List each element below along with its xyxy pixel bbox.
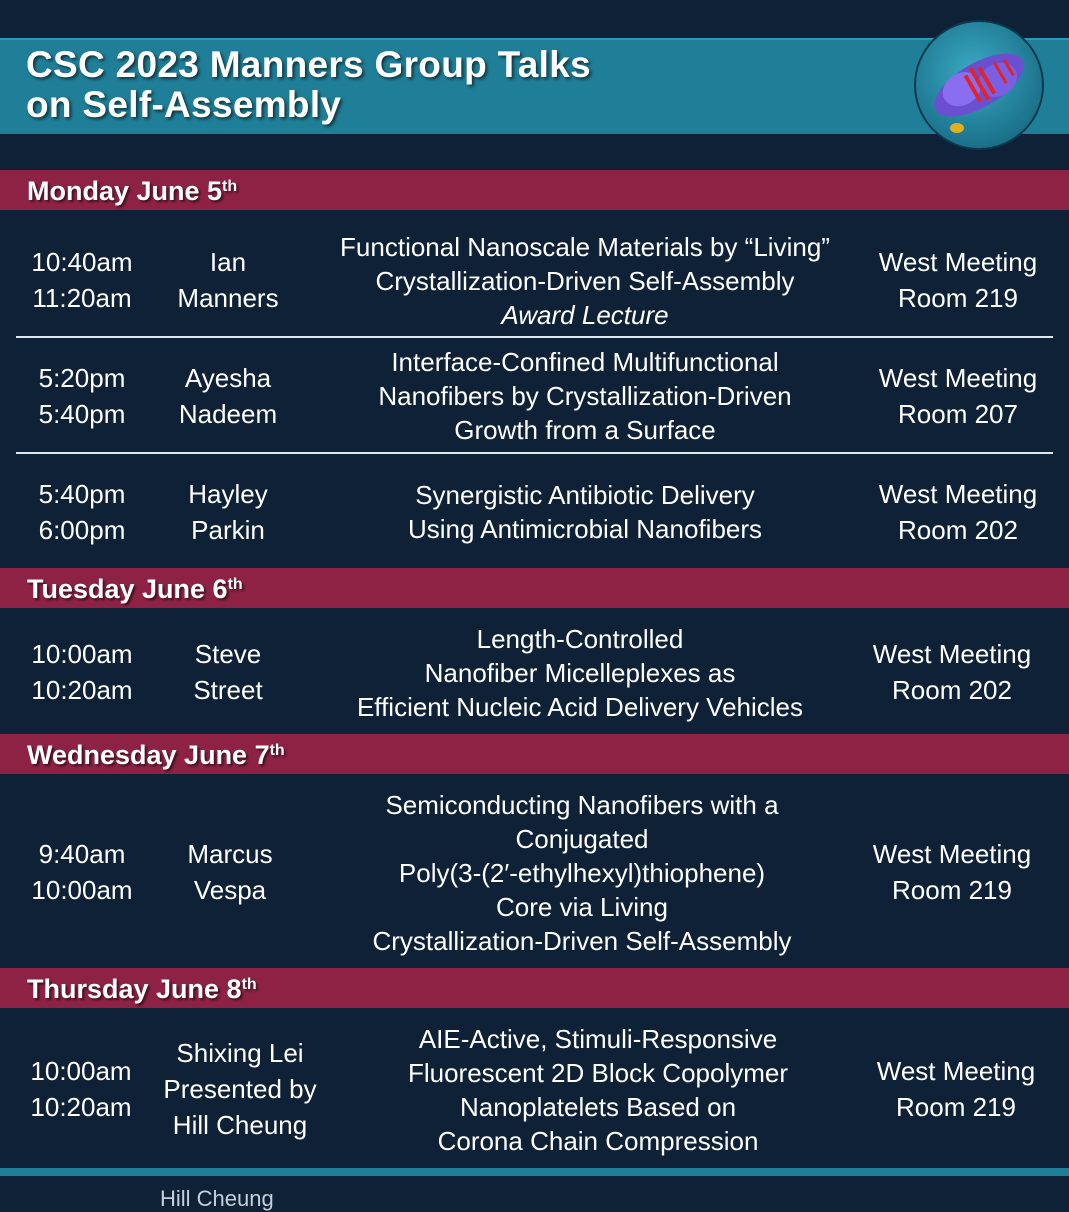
title-line: Core via Living: [496, 892, 668, 922]
end-time: 11:20am: [32, 283, 132, 313]
start-time: 10:40am: [31, 247, 133, 277]
title-line: Nanoplatelets Based on: [459, 1092, 737, 1122]
talk-title: [300, 230, 870, 332]
room-line: West Meeting: [878, 479, 1038, 509]
day-header-tuesday: [0, 568, 1069, 608]
end-time: 5:40pm: [38, 399, 126, 429]
title-line: Nanofibers by Crystallization-Driven: [378, 381, 792, 411]
row-divider: [16, 452, 1053, 454]
talk-room: [854, 636, 1050, 708]
title-line: Interface-Confined Multifunctional: [391, 347, 779, 377]
start-time: 9:40am: [38, 839, 126, 869]
room-line: West Meeting: [872, 839, 1032, 869]
room-line: West Meeting: [878, 247, 1038, 277]
day-label: Thursday June 8th: [27, 974, 257, 1004]
title-line-2: on Self-Assembly: [26, 84, 342, 125]
title-line: Efficient Nucleic Acid Delivery Vehicles: [356, 692, 804, 722]
talk-room: [854, 836, 1050, 908]
speaker-line: Street: [193, 675, 263, 705]
room-line: Room 207: [898, 399, 1018, 429]
title-line: Functional Nanoscale Materials by “Living”: [340, 232, 830, 262]
end-time: 6:00pm: [38, 515, 126, 545]
speaker-line: Shixing Lei: [176, 1038, 304, 1068]
talk-time: [16, 476, 148, 548]
speaker-line: Ian: [209, 247, 247, 277]
talk-time: [16, 636, 148, 708]
talk-title: [300, 622, 860, 724]
title-line: AIE-Active, Stimuli-Responsive: [418, 1024, 778, 1054]
speaker-line: Manners: [177, 283, 279, 313]
title-line: Synergistic Antibiotic Delivery: [415, 480, 755, 510]
talk-title: [302, 788, 862, 958]
speaker-line: Marcus: [187, 839, 273, 869]
day-header-monday: [0, 170, 1069, 210]
day-label: Wednesday June 7th: [27, 740, 285, 770]
title-line-1: CSC 2023 Manners Group Talks: [26, 44, 591, 85]
title-line: Length-Controlled: [476, 624, 684, 654]
start-time: 10:00am: [31, 639, 133, 669]
talk-room: [860, 476, 1056, 548]
talk-speaker: [148, 636, 308, 708]
speaker-line: Steve: [194, 639, 262, 669]
end-time: 10:20am: [30, 1092, 132, 1122]
speaker-line: Vespa: [193, 875, 267, 905]
talk-time: [14, 1053, 148, 1125]
room-line: West Meeting: [876, 1056, 1036, 1086]
day-label: Tuesday June 6th: [27, 574, 243, 604]
speaker-line: Nadeem: [178, 399, 278, 429]
speaker-line: Presented by: [163, 1074, 317, 1104]
talk-title: [300, 478, 870, 546]
start-time: 5:20pm: [38, 363, 126, 393]
room-line: West Meeting: [872, 639, 1032, 669]
page-title: [26, 45, 591, 125]
talk-room: [860, 360, 1056, 432]
end-time: 10:00am: [31, 875, 133, 905]
title-line: Using Antimicrobial Nanofibers: [407, 514, 763, 544]
talk-time: [16, 360, 148, 432]
talk-speaker: [148, 476, 308, 548]
talk-speaker: [150, 836, 310, 908]
speaker-line: Ayesha: [184, 363, 272, 393]
row-divider: [16, 336, 1053, 338]
talk-time: [16, 244, 148, 316]
room-line: Room 219: [898, 283, 1018, 313]
start-time: 10:00am: [30, 1056, 132, 1086]
title-line: Crystallization-Driven Self-Assembly: [372, 926, 792, 956]
talk-room: [860, 244, 1056, 316]
title-line: Fluorescent 2D Block Copolymer: [407, 1058, 789, 1088]
title-line: Semiconducting Nanofibers with a: [385, 790, 779, 820]
footer-band: [0, 1168, 1069, 1176]
title-line: Corona Chain Compression: [437, 1126, 759, 1156]
talk-speaker: [148, 360, 308, 432]
day-header-wednesday: [0, 734, 1069, 774]
start-time: 5:40pm: [38, 479, 126, 509]
title-line: Nanofiber Micelleplexes as: [424, 658, 736, 688]
speaker-line: Hayley: [188, 479, 268, 509]
room-line: Room 202: [898, 515, 1018, 545]
cutoff-text: Hill Cheung: [160, 1186, 274, 1211]
talk-speaker: [148, 1035, 332, 1143]
talk-title: [300, 345, 870, 447]
talk-time: [16, 836, 148, 908]
speaker-line: Hill Cheung: [172, 1110, 308, 1140]
day-label: Monday June 5th: [27, 176, 238, 206]
micelle-icon: [912, 18, 1046, 152]
talk-title: [318, 1022, 878, 1158]
room-line: West Meeting: [878, 363, 1038, 393]
speaker-line: Parkin: [191, 515, 265, 545]
title-line: Growth from a Surface: [454, 415, 716, 445]
title-line: Conjugated: [515, 824, 649, 854]
talk-note: Award Lecture: [501, 300, 669, 330]
title-line: Crystallization-Driven Self-Assembly: [375, 266, 795, 296]
room-line: Room 219: [892, 875, 1012, 905]
day-header-thursday: [0, 968, 1069, 1008]
end-time: 10:20am: [31, 675, 133, 705]
room-line: Room 202: [892, 675, 1012, 705]
talk-room: [858, 1053, 1054, 1125]
room-line: Room 219: [896, 1092, 1016, 1122]
talk-speaker: [148, 244, 308, 316]
title-line: Poly(3-(2′-ethylhexyl)thiophene): [398, 858, 766, 888]
